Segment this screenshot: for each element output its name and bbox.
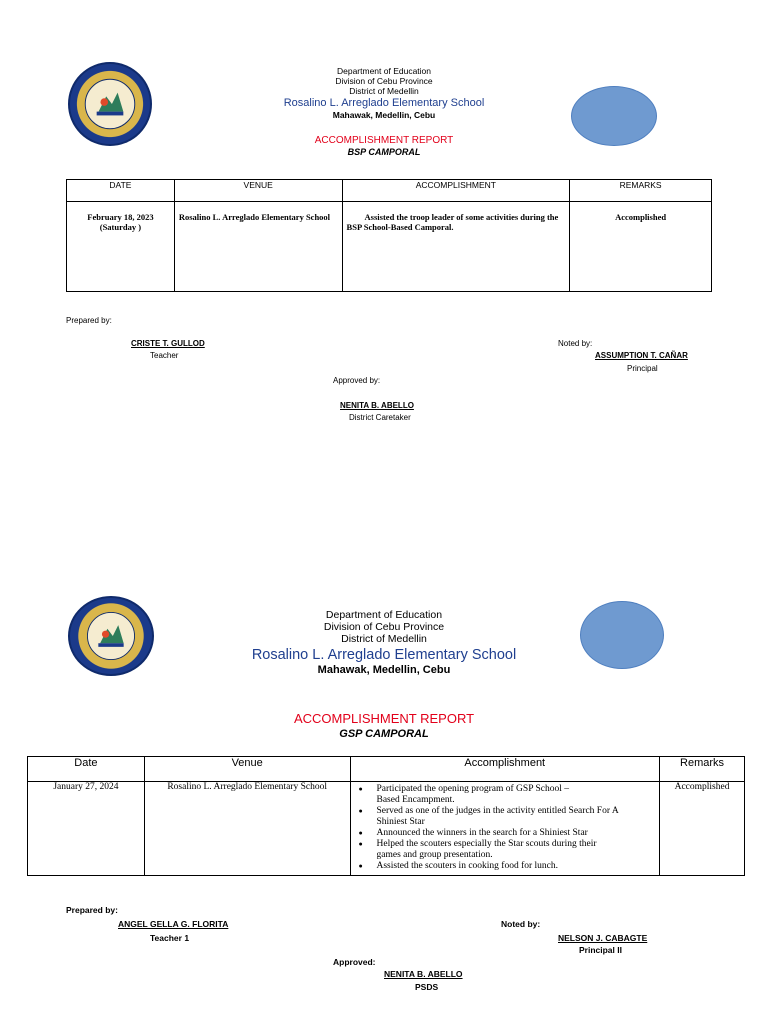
table-row bbox=[67, 202, 712, 292]
date-line1: February 18, 2023 bbox=[87, 212, 154, 222]
header-address-2: Mahawak, Medellin, Cebu bbox=[317, 664, 451, 676]
cell-venue: Rosalino L. Arreglado Elementary School bbox=[144, 782, 350, 876]
prepared-name-2: ANGEL GELLA G. FLORITA bbox=[118, 919, 229, 929]
approved-label-2: Approved: bbox=[333, 957, 376, 967]
prepared-label-2: Prepared by: bbox=[66, 905, 118, 915]
list-item-continuation: games and group presentation. bbox=[376, 850, 493, 860]
col-remarks-header: Remarks bbox=[660, 757, 745, 782]
noted-label: Noted by: bbox=[558, 339, 593, 348]
header-address: Mahawak, Medellin, Cebu bbox=[332, 110, 436, 120]
col-venue-header: Venue bbox=[144, 757, 350, 782]
prepared-label: Prepared by: bbox=[66, 316, 112, 325]
cell-remarks: Accomplished bbox=[570, 202, 712, 292]
report-title: ACCOMPLISHMENT REPORT bbox=[314, 135, 454, 146]
accomplishment-list bbox=[355, 784, 656, 872]
cell-accomplishment bbox=[342, 202, 570, 292]
date-line2: (Saturday ) bbox=[99, 222, 142, 232]
noted-name-2: NELSON J. CABAGTE bbox=[558, 933, 648, 943]
col-date-header: Date bbox=[28, 757, 145, 782]
header-division-2: Division of Cebu Province bbox=[323, 621, 445, 633]
noted-role-2: Principal II bbox=[579, 945, 622, 955]
cell-venue: Rosalino L. Arreglado Elementary School bbox=[174, 202, 342, 292]
table-header-row bbox=[67, 180, 712, 202]
cell-date: January 27, 2024 bbox=[28, 782, 145, 876]
header-division: Division of Cebu Province bbox=[335, 76, 433, 86]
prepared-role-2: Teacher 1 bbox=[150, 933, 190, 943]
report-table-2 bbox=[27, 756, 745, 876]
col-accomplishment-header: ACCOMPLISHMENT bbox=[342, 180, 570, 202]
header-school: Rosalino L. Arreglado Elementary School bbox=[283, 97, 485, 109]
prepared-role: Teacher bbox=[150, 351, 179, 360]
cell-remarks: Accomplished bbox=[660, 782, 745, 876]
list-item: ● Assisted the scouters in cooking food for lunch. bbox=[355, 861, 656, 872]
header-dept: Department of Education bbox=[336, 66, 432, 76]
approved-name: NENITA B. ABELLO bbox=[340, 401, 414, 410]
col-remarks-header: REMARKS bbox=[570, 180, 712, 202]
list-item-continuation: Based Encampment. bbox=[376, 795, 455, 805]
approved-name-2: NENITA B. ABELLO bbox=[384, 969, 463, 979]
col-date-header: DATE bbox=[67, 180, 175, 202]
table-header-row bbox=[28, 757, 745, 782]
list-item: ● Announced the winners in the search for a Shiniest Star bbox=[355, 828, 656, 839]
header-school-2: Rosalino L. Arreglado Elementary School bbox=[251, 647, 517, 663]
approved-role-2: PSDS bbox=[415, 982, 439, 992]
table-row bbox=[28, 782, 745, 876]
noted-role: Principal bbox=[627, 364, 658, 373]
header-district-2: District of Medellin bbox=[341, 633, 427, 645]
header-dept-2: Department of Education bbox=[325, 609, 443, 621]
header-district: District of Medellin bbox=[349, 86, 419, 96]
list-item: ● Helped the scouters especially the Star scouts during their bbox=[355, 839, 656, 850]
report-subtitle-2: GSP CAMPORAL bbox=[339, 728, 429, 740]
list-item: ● Served as one of the judges in the activity entitled Search For A bbox=[355, 806, 656, 817]
col-venue-header: VENUE bbox=[174, 180, 342, 202]
report-table bbox=[66, 179, 712, 292]
prepared-name: CRISTE T. GULLOD bbox=[131, 339, 205, 348]
noted-name: ASSUMPTION T. CAÑAR bbox=[595, 351, 688, 360]
list-item-continuation: Shiniest Star bbox=[376, 817, 425, 827]
approved-label: Approved by: bbox=[333, 376, 381, 385]
cell-accomplishment bbox=[350, 782, 660, 876]
accomplishment-text: Assisted the troop leader of some activities during the BSP School-Based Camporal. bbox=[346, 212, 559, 232]
col-accomplishment-header: Accomplishment bbox=[350, 757, 660, 782]
approved-role: District Caretaker bbox=[349, 413, 411, 422]
report-subtitle: BSP CAMPORAL bbox=[347, 147, 421, 157]
list-item: ● Participated the opening program of GSP School – bbox=[355, 784, 656, 795]
noted-label-2: Noted by: bbox=[501, 919, 541, 929]
report-title-2: ACCOMPLISHMENT REPORT bbox=[293, 711, 475, 726]
cell-date bbox=[67, 202, 175, 292]
